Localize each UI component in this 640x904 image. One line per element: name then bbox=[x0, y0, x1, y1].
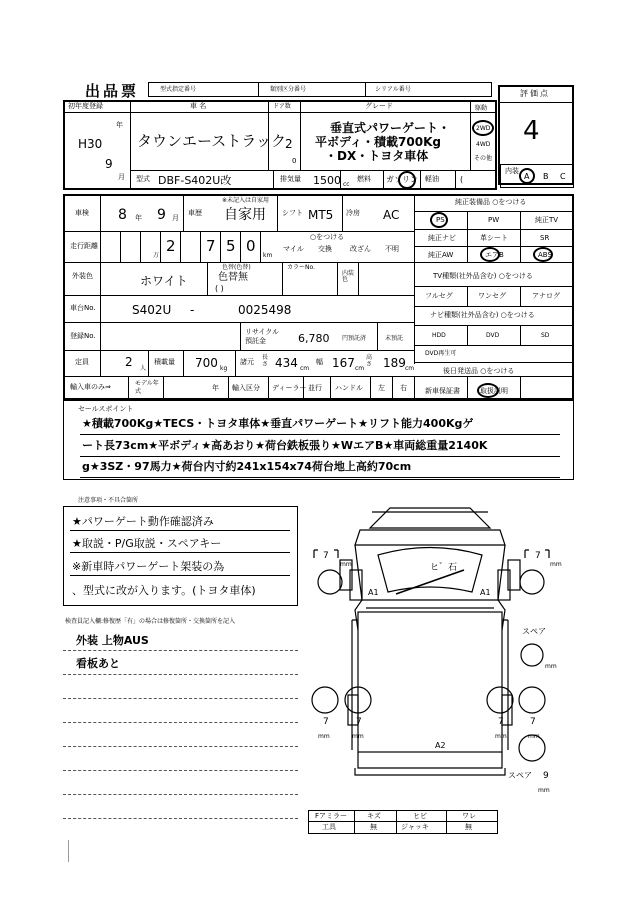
capacity-unit: 人 bbox=[140, 365, 147, 372]
equip-airbag: エアB bbox=[485, 251, 504, 259]
category-number-label: 類別区分番号 bbox=[270, 86, 307, 93]
fuel-diesel: 軽油 bbox=[425, 175, 439, 183]
shift-value: MT5 bbox=[308, 208, 334, 222]
mileage-circle-note: ○をつける bbox=[310, 233, 345, 241]
notes-line-1: ★パワーゲート動作確認済み bbox=[72, 515, 214, 528]
tire-fl-mm: mm bbox=[340, 561, 352, 568]
handle-label: ハンドル bbox=[335, 384, 363, 392]
form-title: 出品票 bbox=[85, 82, 140, 100]
fuel-value: ガソリン bbox=[386, 175, 418, 184]
inspection-label: 車検 bbox=[75, 209, 89, 217]
spare-front-mm: mm bbox=[545, 663, 557, 670]
diagram-a1-left: A1 bbox=[368, 588, 379, 597]
displacement-unit: cc bbox=[343, 181, 350, 188]
notes-line-3: ※新車時パワーゲート架装の為 bbox=[72, 560, 225, 573]
import-label: 輸入車のみ⇒ bbox=[70, 383, 111, 391]
doors-value: 2 bbox=[285, 137, 293, 151]
jack-label: ジャッキ bbox=[401, 823, 429, 831]
drive-label: 駆動 bbox=[475, 105, 488, 112]
drive-4wd: 4WD bbox=[476, 141, 491, 148]
shift-label: シフト bbox=[282, 209, 303, 217]
evaluation-label: 評価点 bbox=[520, 89, 550, 98]
width-label: 幅 bbox=[316, 358, 323, 366]
registration-label: 登録No. bbox=[70, 332, 96, 340]
interior-label: 内装 bbox=[505, 167, 519, 175]
reg-month: 9 bbox=[105, 157, 113, 171]
height-unit: cm bbox=[405, 365, 415, 372]
tire-rr-mm-2: mm bbox=[528, 733, 540, 740]
mileage-man-unit: 万 bbox=[153, 252, 160, 259]
import-dealer: ディーラー bbox=[272, 384, 307, 392]
interior-b: B bbox=[543, 172, 549, 181]
recycle-value: 6,780 bbox=[298, 332, 330, 345]
tire-rl-mm: mm bbox=[318, 733, 330, 740]
interior-a-circle bbox=[519, 168, 535, 184]
color-paren: ( ) bbox=[215, 284, 224, 293]
handle-right: 右 bbox=[400, 384, 407, 392]
equip-aw: 純正AW bbox=[428, 251, 454, 259]
usage-note: ※未記入は自家用 bbox=[222, 197, 270, 204]
mileage-opt-mile: マイル bbox=[283, 245, 304, 253]
tire-rr-value-2: 7 bbox=[530, 717, 536, 727]
mileage-opt-exchange: 交換 bbox=[318, 245, 332, 253]
color-value: ホワイト bbox=[140, 274, 188, 288]
repair-line-1: 外装 上物AUS bbox=[76, 634, 149, 647]
header-mirror: Fアミラー bbox=[315, 812, 348, 820]
chassis-dash: - bbox=[190, 303, 195, 317]
width-value: 167 bbox=[332, 356, 355, 370]
diagram-a2: A2 bbox=[435, 741, 446, 750]
capacity-label: 定員 bbox=[75, 358, 89, 366]
car-name-value: タウンエーストラック bbox=[137, 132, 286, 150]
fuel-label: 燃料 bbox=[357, 175, 371, 183]
length-value: 434 bbox=[275, 356, 298, 370]
mileage-label: 走行距離 bbox=[70, 242, 98, 250]
spare-rear-label: スペア bbox=[508, 771, 532, 780]
reg-month-unit: 月 bbox=[118, 173, 125, 181]
repair-line-2: 看板あと bbox=[76, 657, 120, 670]
capacity-value: 2 bbox=[125, 355, 133, 369]
recycle-label: リサイクル預託金 bbox=[245, 328, 280, 345]
equip-airbag-circle bbox=[480, 247, 500, 262]
spare-rear-mm: mm bbox=[538, 787, 550, 794]
grade-line-2: 平ボディ・積載700Kg bbox=[315, 135, 441, 149]
equip-ps-circle bbox=[430, 212, 448, 228]
sales-line-2: ート長73cm★平ボディ★高あおり★荷台鉄板張り★WエアB★車両総重量2140K bbox=[82, 439, 488, 452]
header-crack: ヒビ bbox=[413, 812, 427, 820]
displacement-value: 1500 bbox=[313, 174, 341, 187]
tv-title: TV種類(社外品含む) ○をつける bbox=[433, 272, 533, 280]
color-change-value: 色替無 bbox=[218, 272, 248, 283]
diagram-a1-right: A1 bbox=[480, 588, 491, 597]
vehicle-damage-diagram bbox=[300, 500, 560, 810]
sales-point-label: セールスポイント bbox=[78, 405, 134, 413]
drive-other: その他 bbox=[474, 155, 493, 162]
grade-line-3: ・DX・トヨタ車体 bbox=[325, 149, 429, 163]
sales-line-1: ★積載700Kg★TECS・トヨタ車体★垂直パワーゲート★リフト能力400Kgゲ bbox=[82, 417, 474, 430]
tire-rl-value-2: 7 bbox=[356, 717, 362, 727]
tire-rr-value: 7 bbox=[498, 717, 504, 727]
length-unit: cm bbox=[300, 365, 310, 372]
ac-label: 冷房 bbox=[346, 209, 360, 217]
model-year-unit: 年 bbox=[212, 384, 219, 392]
equip-leather: 革シート bbox=[480, 234, 508, 242]
color-change-label: 色替(色替) bbox=[222, 264, 251, 271]
tools-value: 無 bbox=[370, 823, 377, 831]
mileage-digit-5: 7 bbox=[206, 237, 216, 255]
color-no-label: カラーNo. bbox=[287, 264, 315, 271]
spare-rear-value: 9 bbox=[543, 771, 549, 781]
ac-value: AC bbox=[383, 208, 400, 222]
chassis-serial: 0025498 bbox=[238, 303, 292, 317]
displacement-label: 排気量 bbox=[280, 175, 301, 183]
repair-label: 検査員記入欄:修復歴「有」の場合は修復箇所・交換箇所を記入 bbox=[65, 618, 236, 625]
tire-fr-value: 7 bbox=[535, 551, 541, 561]
interior-a: A bbox=[524, 172, 530, 181]
notes-line-2: ★取説・P/G取説・スペアキー bbox=[72, 537, 222, 550]
manual-circle bbox=[477, 383, 499, 398]
model-label: 型式 bbox=[136, 175, 150, 183]
diagram-crack-mark: ヒ゛石 bbox=[430, 563, 458, 573]
type-designation-label: 型式指定番号 bbox=[160, 86, 197, 93]
reg-year-era: H30 bbox=[78, 137, 103, 151]
dvd-playback-label: DVD再生可 bbox=[425, 350, 457, 357]
doors-sub: 0 bbox=[292, 157, 297, 165]
notes-line-4: 、型式に改が入ります。(トヨタ車体) bbox=[72, 584, 256, 597]
import-route-label: 輸入区分 bbox=[232, 384, 260, 392]
handle-left: 左 bbox=[378, 384, 385, 392]
tools-label: 工具 bbox=[322, 823, 336, 831]
navi-opt-hdd: HDD bbox=[432, 332, 446, 339]
load-label: 積載量 bbox=[154, 358, 175, 366]
model-value: DBF-S402U改 bbox=[158, 174, 232, 187]
sales-line-3: g★3SZ・97馬力★荷台内寸約241x154x74荷台地上高約70cm bbox=[82, 460, 412, 473]
doors-label: ドア数 bbox=[273, 103, 291, 110]
length-label: 長さ bbox=[262, 354, 269, 368]
equip-title: 純正装備品 ○をつける bbox=[455, 198, 527, 206]
mileage-km-unit: km bbox=[263, 252, 273, 259]
tire-fl-value: 7 bbox=[323, 551, 329, 561]
drive-2wd: 2WD bbox=[476, 125, 491, 132]
height-value: 189 bbox=[383, 356, 406, 370]
mileage-opt-tamper: 改ざん bbox=[350, 245, 371, 253]
drive-2wd-circle bbox=[472, 120, 494, 136]
usage-value: 自家用 bbox=[224, 207, 266, 223]
car-name-label: 車 名 bbox=[190, 102, 207, 110]
jack-value: 無 bbox=[465, 823, 472, 831]
load-value: 700 bbox=[195, 356, 218, 370]
equip-abs-circle bbox=[533, 247, 553, 262]
evaluation-score: 4 bbox=[523, 116, 540, 146]
header-scratch: キズ bbox=[367, 812, 381, 820]
inspection-year: 8 bbox=[118, 207, 127, 223]
notes-label: 注意事項・不具合箇所 bbox=[78, 497, 139, 504]
grade-label: グレード bbox=[365, 102, 393, 110]
equip-ps: PS bbox=[436, 216, 445, 224]
tv-opt-oneseg: ワンセグ bbox=[478, 292, 506, 300]
inspection-year-unit: 年 bbox=[135, 214, 142, 222]
equip-navi: 純正ナビ bbox=[428, 234, 456, 242]
inspection-month-unit: 月 bbox=[172, 214, 179, 222]
height-label: 高さ bbox=[366, 354, 373, 368]
mileage-digit-3: 2 bbox=[166, 237, 176, 255]
tv-opt-fullseg: フルセグ bbox=[425, 292, 453, 300]
mileage-digit-6: 5 bbox=[226, 237, 236, 255]
color-label: 外装色 bbox=[72, 272, 93, 280]
serial-number-label: シリアル番号 bbox=[375, 86, 411, 93]
equip-sr: SR bbox=[540, 234, 550, 242]
dims-label: 諸元 bbox=[240, 358, 254, 366]
recycle-unpaid: 未預託 bbox=[385, 335, 404, 342]
recycle-unit: 円預託済 bbox=[342, 335, 367, 342]
reg-year-label: 初年度登録 bbox=[68, 102, 103, 110]
width-unit: cm bbox=[355, 365, 365, 372]
navi-opt-sd: SD bbox=[541, 332, 550, 339]
chassis-model: S402U bbox=[132, 303, 172, 317]
mileage-digit-7: 0 bbox=[246, 237, 256, 255]
fuel-paren: ( bbox=[460, 175, 464, 184]
interior-color-label: 内装色 bbox=[342, 270, 355, 283]
tire-rl-mm-2: mm bbox=[352, 733, 364, 740]
navi-opt-dvd: DVD bbox=[486, 332, 500, 339]
header-break: ワレ bbox=[462, 812, 476, 820]
equip-abs: ABS bbox=[538, 251, 552, 259]
manual-label: 取扱説明 bbox=[480, 387, 508, 395]
equip-tv: 純正TV bbox=[535, 216, 559, 224]
inspection-month: 9 bbox=[157, 207, 166, 223]
spare-front-label: スペア bbox=[522, 627, 546, 636]
navi-title: ナビ種類(社外品含む) ○をつける bbox=[430, 311, 535, 319]
header-field-row bbox=[148, 82, 492, 97]
mileage-opt-unknown: 不明 bbox=[385, 245, 399, 253]
equip-pw: PW bbox=[488, 216, 500, 224]
reg-year-unit: 年 bbox=[116, 121, 123, 129]
tv-opt-analog: アナログ bbox=[532, 292, 560, 300]
chassis-label: 車台No. bbox=[70, 304, 96, 312]
tire-rl-value: 7 bbox=[323, 717, 329, 727]
fuel-gasoline-circle bbox=[398, 171, 416, 189]
import-parallel: 並行 bbox=[308, 384, 322, 392]
tire-rr-mm: mm bbox=[495, 733, 507, 740]
interior-c: C bbox=[560, 172, 566, 181]
tire-fr-mm: mm bbox=[550, 561, 562, 568]
model-year-label: モデル年式 bbox=[135, 380, 159, 395]
usage-label: 車歴 bbox=[188, 209, 202, 217]
grade-line-1: 垂直式パワーゲート・ bbox=[330, 121, 451, 135]
load-unit: kg bbox=[220, 365, 228, 372]
warranty-label: 新車保証書 bbox=[425, 387, 460, 395]
later-shipping-label: 後日発送品 ○をつける bbox=[443, 367, 515, 375]
